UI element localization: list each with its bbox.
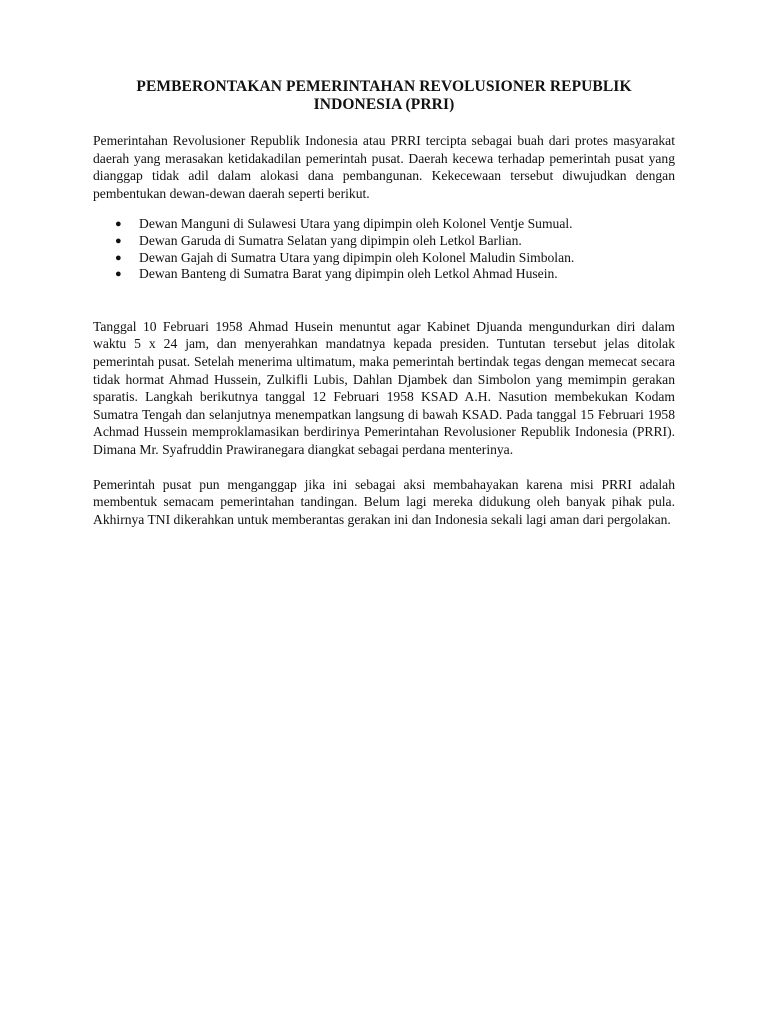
list-item-text: Dewan Gajah di Sumatra Utara yang dipimpin oleh Kolonel Maludin Simbolan.: [139, 249, 575, 265]
bullet-list: [93, 216, 675, 282]
list-item: [93, 266, 675, 283]
list-item: [93, 233, 675, 250]
intro-paragraph: Pemerintahan Revolusioner Republik Indonesia atau PRRI tercipta sebagai buah dari protes masyarakat daerah yang merasakan ketidakadilan pemerintah pusat. Daerah kecewa terhadap pemerintah pusat yang dianggap tidak adil dalam alokasi dana pembangunan. Kekecewaan tersebut diwujudkan dengan pembentukan dewan-dewan daerah seperti berikut.: [93, 133, 675, 201]
bullet-icon: ●: [115, 251, 122, 264]
list-item-text: Dewan Garuda di Sumatra Selatan yang dipimpin oleh Letkol Barlian.: [139, 232, 522, 248]
document-title: PEMBERONTAKAN PEMERINTAHAN REVOLUSIONER REPUBLIK INDONESIA (PRRI): [136, 78, 632, 113]
list-item: [93, 216, 675, 233]
body-paragraph-3: Pemerintah pusat pun menganggap jika ini sebagai aksi membahayakan karena misi PRRI adalah membentuk semacam pemerintahan tandingan. Belum lagi mereka didukung oleh banyak pihak pula. Akhirnya TNI dikerahkan untuk memberantas gerakan ini dan Indonesia sekali lagi aman dari pergolakan.: [93, 476, 675, 527]
list-item-text: Dewan Manguni di Sulawesi Utara yang dipimpin oleh Kolonel Ventje Sumual.: [139, 216, 573, 232]
bullet-icon: ●: [115, 218, 122, 231]
bullet-icon: ●: [115, 234, 122, 247]
bullet-icon: ●: [115, 268, 122, 281]
list-item-text: Dewan Banteng di Sumatra Barat yang dipimpin oleh Letkol Ahmad Husein.: [139, 266, 558, 282]
list-item: [93, 250, 675, 267]
document-page: [93, 78, 675, 528]
body-paragraph-2: Tanggal 10 Februari 1958 Ahmad Husein menuntut agar Kabinet Djuanda mengundurkan diri dalam waktu 5 x 24 jam, dan menyerahkan mandatnya kepada presiden. Tuntutan tersebut jelas ditolak pemerintah pusat. Setelah menerima ultimatum, maka pemerintah bertindak tegas dengan memecat secara tidak hormat Ahmad Hussein, Zulkifli Lubis, Dahlan Djambek dan Simbolon yang memimpin gerakan sparatis. Langkah berikutnya tanggal 12 Februari 1958 KSAD A.H. Nasution membekukan Kodam Sumatra Tengah dan selanjutnya menempatkan langsung di bawah KSAD. Pada tanggal 15 Februari 1958 Achmad Hussein memproklamasikan berdirinya Pemerintahan Revolusioner Republik Indonesia (PRRI). Dimana Mr. Syafruddin Prawiranegara diangkat sebagai perdana menterinya.: [93, 318, 675, 457]
